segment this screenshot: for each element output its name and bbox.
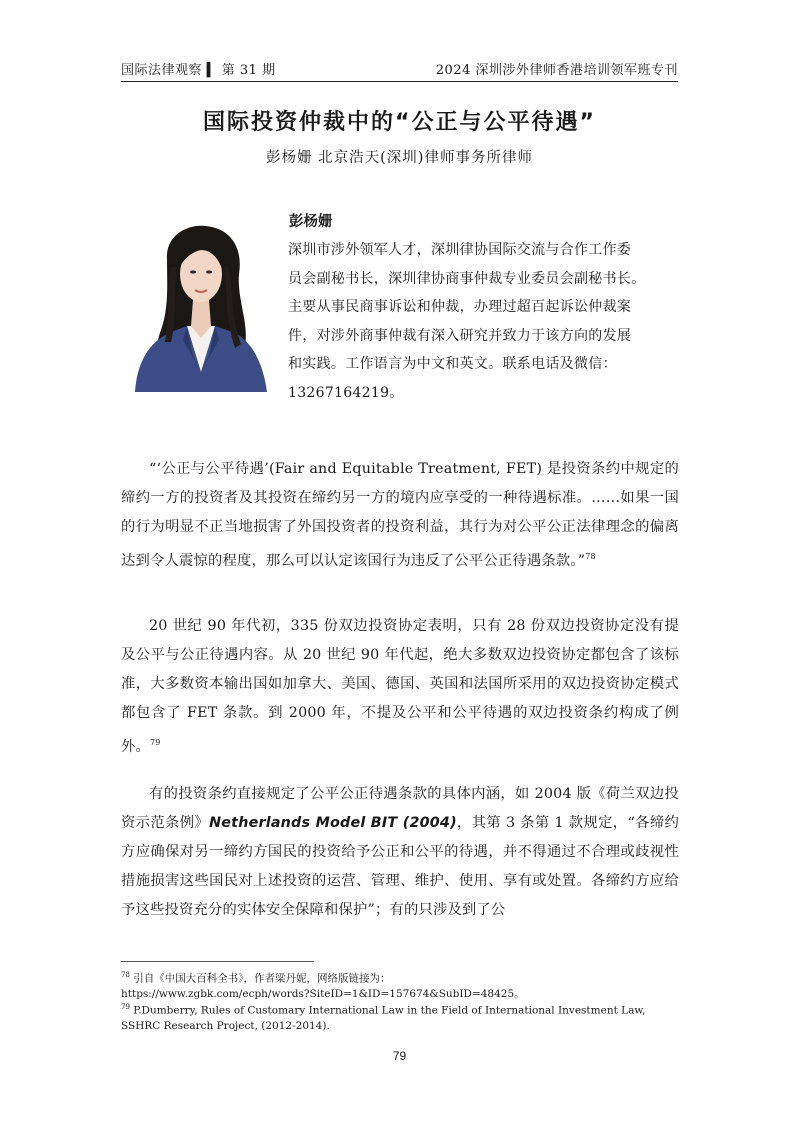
bio-text <box>288 236 682 408</box>
special-issue-title: 2024 深圳涉外律师香港培训领军班专刊 <box>435 63 678 78</box>
paragraph-1-text: “‘公正与公平待遇’(Fair and Equitable Treatment, FET) 是投资条约中规定的缔约一方的投资者及其投资在缔约另一方的境内应享受的一种待遇标准。……如果一国的行为明显不正当地损害了外国投资者的投资利益，其行为对公平公正法律理念的偏离达到令人震惊的程度，那么可以认定该国行为违反了公平公正待遇条款。” <box>121 461 679 569</box>
footnote-link[interactable]: https://www.zgbk.com/ecph/words?SiteID=1&ID=157674&SubID=48425。 <box>121 988 525 1000</box>
paragraph-2-text: 20 世纪 90 年代初，335 份双边投资协定表明，只有 28 份双边投资协定没有提及公平与公正待遇内容。从 20 世纪 90 年代起，绝大多数双边投资协定都包含了该标准，大多数资本输出国如加拿大、美国、德国、英国和法国所采用的双边投资协定模式都包含了 FET 条款。到 2000 年，不提及公平和公平待遇的双边投资条约构成了例外。 <box>121 618 679 755</box>
header-rule <box>121 81 678 82</box>
bio-name: 彭杨姗 <box>289 214 333 230</box>
bio-line: 主要从事民商事诉讼和仲裁，办理过超百起诉讼仲裁案 <box>288 299 632 316</box>
bio-line: 员会副秘书长，深圳律协商事仲裁专业委员会副秘书长。 <box>288 270 646 287</box>
footnote-text: P.Dumberry, Rules of Customary International Law in the Field of International Investment Law, <box>133 1004 646 1017</box>
model-bit-title: Netherlands Model BIT (2004) <box>209 815 457 831</box>
paragraph-2 <box>121 612 679 762</box>
footnote-79 <box>121 1000 681 1035</box>
article-title: 国际投资仲裁中的“公正与公平待遇” <box>203 110 596 135</box>
footnote-number: 78 <box>121 971 130 979</box>
footnote-ref-78[interactable]: 78 <box>585 552 596 561</box>
paragraph-1 <box>121 455 679 576</box>
paragraph-3 <box>121 780 679 925</box>
footnote-ref-79[interactable]: 79 <box>150 738 161 747</box>
footnote-text-cont: SSHRC Research Project, (2012-2014). <box>121 1020 330 1032</box>
paragraph-3-text-a: 有的投资条约直接规定了公平公正待遇条款的具体内涵，如 2004 版《荷兰双边投资示范条例》 <box>121 786 679 831</box>
author-byline: 彭杨姗 北京浩天(深圳)律师事务所律师 <box>266 150 533 166</box>
author-portrait <box>131 222 270 392</box>
footnote-text: 引自《中国大百科全书》，作者梁丹妮，网络版链接为： <box>133 972 391 985</box>
journal-issue: 国际法律观察 ▍ 第 31 期 <box>121 63 276 78</box>
bio-line: 和实践。工作语言为中文和英文。联系电话及微信： <box>288 356 617 373</box>
paragraph-3-text-b: ，其第 3 条第 1 款规定，“各缔约方应确保对另一缔约方国民的投资给予公正和公平的待遇，并不得通过不合理或歧视性措施损害这些国民对上述投资的运营、管理、维护、使用、享有或处置。各缔约方应给予这些投资充分的实体安全保障和保护”；有的只涉及到了公 <box>121 815 680 918</box>
footnote-number: 79 <box>121 1003 130 1011</box>
footnote-78 <box>121 968 681 1003</box>
footnote-rule <box>121 961 314 962</box>
bio-line: 深圳市涉外领军人才，深圳律协国际交流与合作工作委 <box>288 242 632 258</box>
bio-line: 件，对涉外商事仲裁有深入研究并致力于该方向的发展 <box>288 327 632 344</box>
bio-line: 13267164219。 <box>288 384 404 401</box>
page-number: 79 <box>392 1049 407 1063</box>
